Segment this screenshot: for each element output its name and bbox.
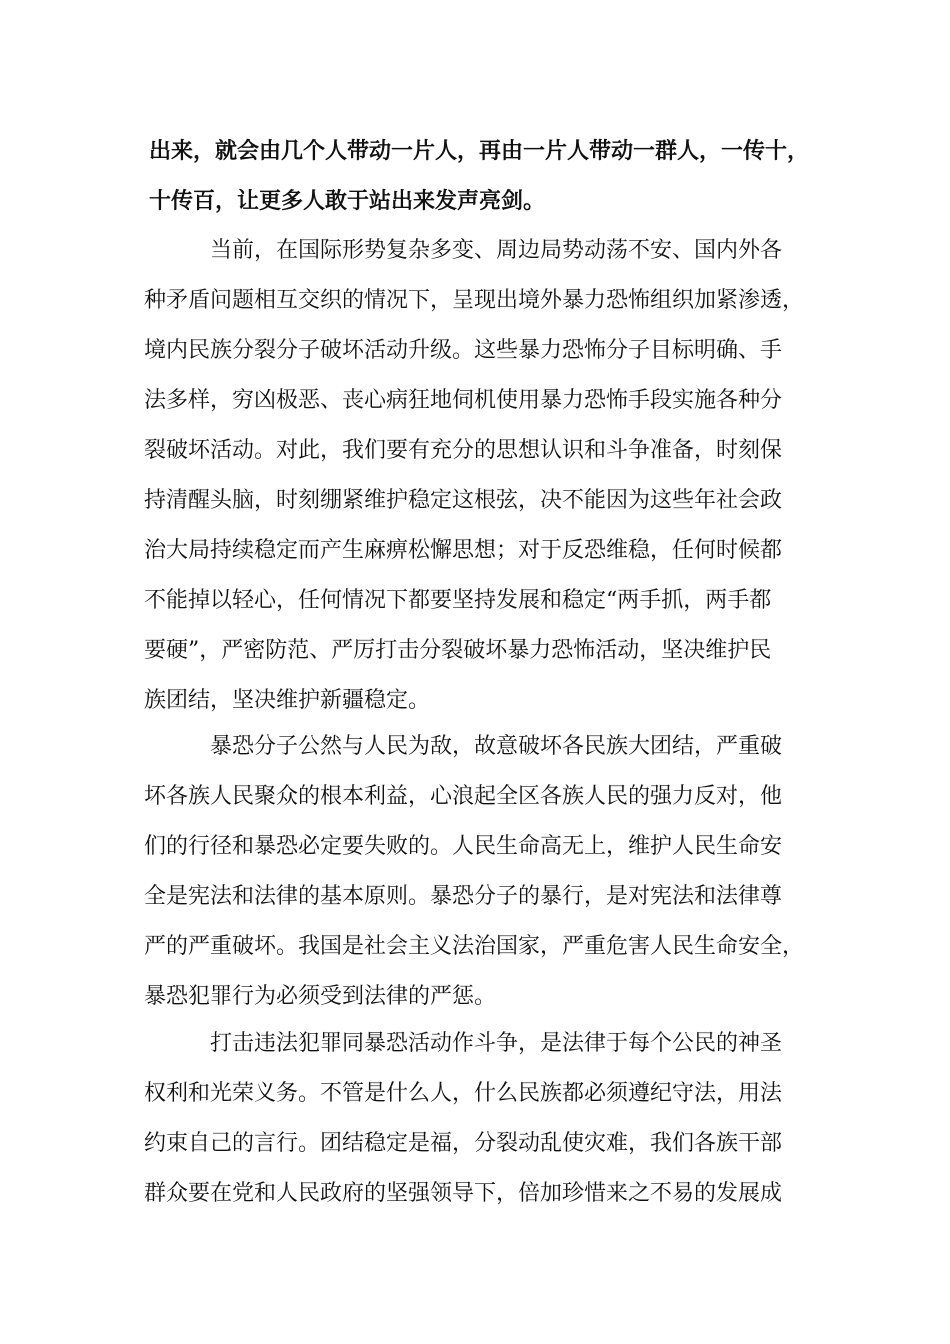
paragraph-line: 持清醒头脑，时刻绷紧维护稳定这根弦，决不能因为这些年社会政 [144,488,783,513]
paragraph-line: 坏各族人民聚众的根本利益，心浪起全区各族人民的强力反对，他 [144,784,783,809]
paragraph-line: 族团结，坚决维护新疆稳定。 [144,688,431,713]
paragraph-line: 群众要在党和人民政府的坚强领导下，倍加珍惜来之不易的发展成 [144,1181,783,1206]
paragraph-2 [144,226,810,726]
paragraph-line: 种矛盾问题相互交织的情况下，呈现出境外暴力恐怖组织加紧渗透， [144,288,805,313]
paragraph-3 [144,722,810,1022]
paragraph-line: 裂破坏活动。对此，我们要有充分的思想认识和斗争准备，时刻保 [144,438,783,463]
paragraph-line: 十传百，让更多人敢于站出来发声亮剑。 [149,188,546,214]
paragraph-1 [149,126,815,226]
paragraph-line: 暴恐犯罪行为必须受到法律的严惩。 [144,984,497,1009]
paragraph-line: 当前，在国际形势复杂多变、周边局势动荡不安、国内外各 [210,238,783,263]
paragraph-line: 暴恐分子公然与人民为敌，故意破坏各民族大团结，严重破 [210,734,783,759]
paragraph-line: 治大局持续稳定而产生麻痹松懈思想；对于反恐维稳，任何时候都 [144,538,783,563]
paragraph-line: 约束自己的言行。团结稳定是福，分裂动乱使灾难，我们各族干部 [144,1131,783,1156]
paragraph-line: 权利和光荣义务。不管是什么人，什么民族都必须遵纪守法，用法 [144,1081,783,1106]
paragraph-line: 打击违法犯罪同暴恐活动作斗争，是法律于每个公民的神圣 [210,1031,783,1056]
paragraph-line: 们的行径和暴恐必定要失败的。人民生命高无上，维护人民生命安 [144,834,783,859]
paragraph-line: 要硬”，严密防范、严厉打击分裂破坏暴力恐怖活动，坚决维护民 [144,638,772,663]
paragraph-line: 境内民族分裂分子破坏活动升级。这些暴力恐怖分子目标明确、手 [144,338,783,363]
paragraph-line: 出来，就会由几个人带动一片人，再由一片人带动一群人，一传十， [149,138,810,164]
paragraph-line: 全是宪法和法律的基本原则。暴恐分子的暴行，是对宪法和法律尊 [144,884,783,909]
paragraph-4 [144,1019,810,1219]
paragraph-line: 不能掉以轻心，任何情况下都要坚持发展和稳定“两手抓，两手都 [144,588,772,613]
paragraph-line: 严的严重破坏。我国是社会主义法治国家，严重危害人民生命安全， [144,934,805,959]
paragraph-line: 法多样，穷凶极恶、丧心病狂地伺机使用暴力恐怖手段实施各种分 [144,388,783,413]
